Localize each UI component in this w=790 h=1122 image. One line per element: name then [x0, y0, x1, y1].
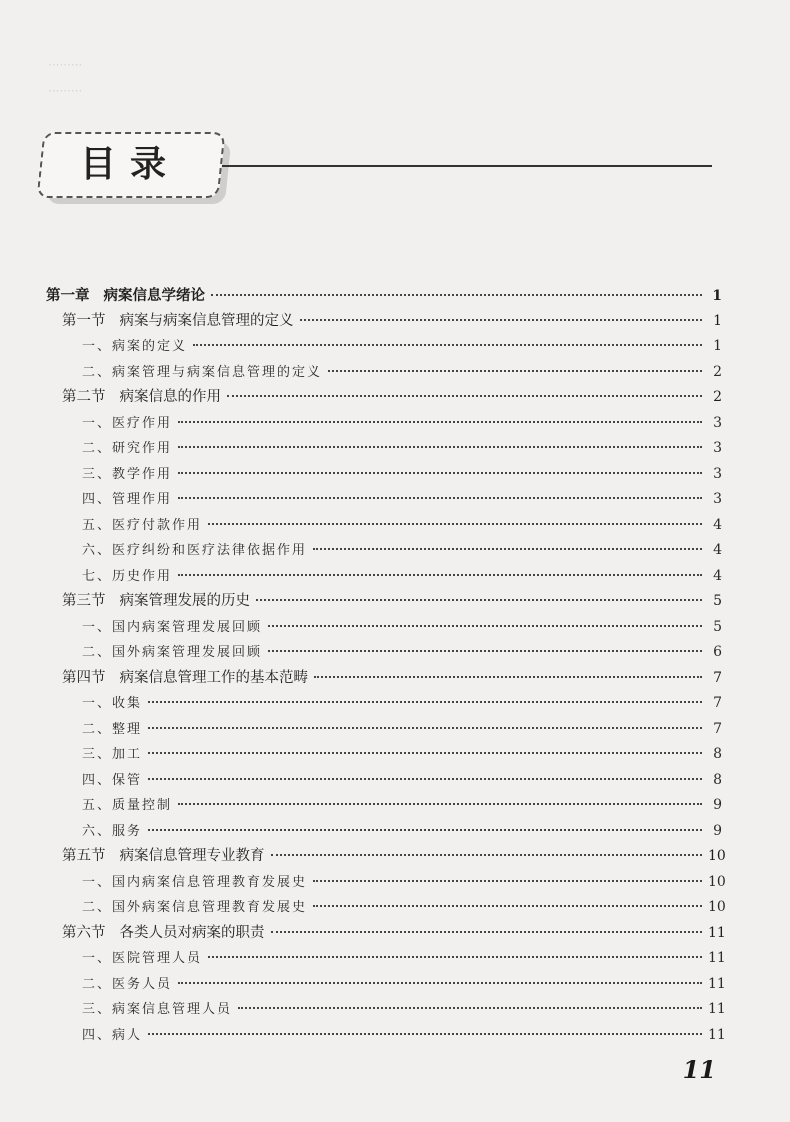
toc-entry-text: 六、服务 [82, 823, 143, 839]
toc-entry-text: 四、病人 [82, 1027, 143, 1043]
bleed-through-mark: ········· [48, 58, 83, 72]
toc-entry-number: 第四节 [62, 669, 106, 686]
toc-entry-label [62, 666, 308, 692]
toc-entry-label [82, 411, 172, 437]
leader-dots [313, 879, 702, 882]
toc-item[interactable] [44, 334, 722, 360]
toc-entry-label [82, 946, 202, 972]
toc-entry-text: 一、收集 [82, 696, 143, 711]
toc-entry-label [62, 385, 221, 411]
toc-entry-text: 病案信息学绪论 [103, 287, 205, 304]
leader-dots [211, 293, 702, 296]
toc-page-number: 5 [713, 593, 722, 609]
toc-entry-label [62, 921, 265, 947]
toc-entry-text: 一、医疗作用 [82, 415, 173, 431]
leader-dots [238, 1006, 702, 1009]
toc-entry-label [46, 283, 205, 309]
toc-item[interactable] [44, 997, 726, 1023]
leader-dots [178, 496, 702, 499]
toc-entry-label [82, 793, 172, 819]
leader-dots [178, 420, 702, 423]
toc-item[interactable] [44, 870, 726, 896]
toc-entry-text: 二、病案管理与病案信息管理的定义 [82, 364, 323, 380]
leader-dots [178, 802, 702, 805]
toc-entry-label [82, 334, 187, 360]
title-rule [222, 165, 712, 167]
toc-entry-text: 三、加工 [82, 747, 143, 762]
page-title: 目录 [80, 144, 181, 185]
leader-dots [300, 318, 703, 321]
toc-entry-label [82, 436, 172, 462]
toc-entry-label [82, 462, 172, 488]
toc-entry-label [82, 742, 142, 768]
toc-page-number: 4 [713, 516, 722, 533]
toc-page-number: 2 [713, 363, 722, 380]
leader-dots [148, 777, 702, 780]
toc-item[interactable] [44, 742, 722, 768]
toc-entry-text: 病案信息管理工作的基本范畴 [119, 669, 308, 686]
toc-entry-text: 六、医疗纠纷和医疗法律依据作用 [82, 543, 308, 558]
toc-page-number: 5 [713, 618, 722, 635]
toc-entry-text: 病案信息的作用 [119, 389, 221, 405]
leader-dots [271, 930, 703, 933]
toc-page-number: 3 [713, 465, 722, 482]
leader-dots [313, 547, 702, 550]
toc-entry-label [82, 717, 142, 743]
toc-page-number: 6 [713, 644, 722, 660]
toc-page-number: 9 [713, 797, 722, 813]
toc-page-number: 11 [708, 950, 726, 966]
toc-entry-label [82, 870, 307, 896]
toc-page-number: 1 [713, 312, 722, 329]
toc-entry-text: 二、国外病案信息管理教育发展史 [82, 900, 308, 915]
toc-item[interactable] [44, 615, 722, 641]
toc-page-number: 10 [708, 899, 726, 915]
leader-dots [268, 649, 702, 652]
toc-section[interactable] [44, 666, 722, 692]
toc-entry-text: 一、国内病案管理发展回顾 [82, 619, 263, 635]
leader-dots [268, 624, 702, 627]
toc-entry-text: 三、教学作用 [82, 466, 173, 482]
toc-item[interactable] [44, 717, 722, 743]
toc-page-number: 3 [713, 440, 722, 456]
toc-entry-label [82, 538, 307, 564]
toc-page-number: 8 [713, 771, 722, 788]
toc-entry-text: 一、病案的定义 [82, 339, 188, 354]
page-number: 11 [682, 1055, 716, 1084]
toc-entry-text: 一、国内病案信息管理教育发展史 [82, 874, 308, 890]
toc-page-number: 9 [713, 822, 722, 839]
toc-entry-text: 二、国外病案管理发展回顾 [82, 645, 263, 660]
toc-entry-text: 一、医院管理人员 [82, 951, 203, 966]
toc-section[interactable] [44, 385, 722, 411]
toc-page-number: 11 [708, 1001, 726, 1017]
toc-page-number: 1 [712, 288, 722, 304]
toc-entry-text: 二、医务人员 [82, 976, 173, 992]
toc-entry-text: 病案信息管理专业教育 [119, 848, 265, 864]
toc-page-number: 3 [713, 414, 722, 431]
toc-section[interactable] [44, 844, 726, 870]
toc-page-number: 10 [708, 848, 726, 864]
toc-page-number: 11 [708, 924, 726, 941]
toc-item[interactable] [44, 1023, 726, 1049]
table-of-contents [44, 283, 726, 1048]
leader-dots [256, 598, 702, 601]
toc-entry-label [82, 691, 142, 717]
leader-dots [178, 445, 702, 448]
toc-item[interactable] [44, 538, 722, 564]
toc-entry-label [82, 819, 142, 845]
leader-dots [148, 726, 702, 729]
leader-dots [227, 394, 702, 397]
toc-entry-text: 病案管理发展的历史 [119, 593, 250, 609]
leader-dots [271, 853, 703, 856]
toc-entry-label [82, 615, 262, 641]
toc-page-number: 11 [708, 975, 726, 992]
toc-entry-text: 二、整理 [82, 721, 143, 737]
toc-entry-text: 三、病案信息管理人员 [82, 1002, 233, 1017]
toc-page-number: 2 [713, 389, 722, 405]
toc-item[interactable] [44, 819, 722, 845]
toc-entry-number: 第一节 [62, 312, 106, 329]
toc-page-number: 11 [708, 1026, 726, 1043]
toc-item[interactable] [44, 972, 726, 998]
leader-dots [148, 751, 702, 754]
leader-dots [178, 573, 702, 576]
leader-dots [193, 343, 702, 346]
toc-item[interactable] [44, 564, 722, 590]
toc-entry-label [82, 895, 307, 921]
toc-entry-label [82, 360, 322, 386]
toc-item[interactable] [44, 487, 722, 513]
toc-entry-label [62, 844, 265, 870]
leader-dots [148, 700, 702, 703]
toc-page-number: 8 [713, 746, 722, 762]
leader-dots [314, 675, 702, 678]
toc-page-number: 1 [713, 338, 722, 354]
toc-entry-text: 五、医疗付款作用 [82, 517, 203, 533]
toc-entry-number: 第六节 [62, 924, 106, 941]
toc-entry-label [82, 564, 172, 590]
toc-entry-text: 二、研究作用 [82, 441, 173, 456]
leader-dots [148, 1032, 702, 1035]
toc-item[interactable] [44, 411, 722, 437]
toc-item[interactable] [44, 895, 726, 921]
toc-entry-label [82, 640, 262, 666]
leader-dots [178, 981, 702, 984]
leader-dots [148, 828, 702, 831]
toc-entry-number: 第五节 [62, 848, 106, 864]
toc-entry-text: 七、历史作用 [82, 568, 173, 584]
toc-entry-label [82, 997, 232, 1023]
toc-entry-text: 四、管理作用 [82, 492, 173, 507]
toc-entry-text: 四、保管 [82, 772, 143, 788]
toc-item[interactable] [44, 462, 722, 488]
toc-item[interactable] [44, 691, 722, 717]
toc-entry-label [82, 1023, 142, 1049]
toc-section[interactable] [44, 921, 726, 947]
toc-item[interactable] [44, 640, 722, 666]
toc-entry-label [82, 487, 172, 513]
toc-entry-label [62, 309, 294, 335]
toc-page-number: 10 [708, 873, 726, 890]
toc-entry-number: 第三节 [62, 593, 106, 609]
toc-entry-text: 各类人员对病案的职责 [119, 924, 265, 941]
leader-dots [178, 471, 702, 474]
toc-entry-text: 五、质量控制 [82, 798, 173, 813]
toc-section[interactable] [44, 589, 722, 615]
toc-page-number: 7 [713, 695, 722, 711]
toc-page-number: 7 [713, 720, 722, 737]
leader-dots [208, 522, 702, 525]
toc-entry-label [62, 589, 250, 615]
toc-entry-label [82, 972, 172, 998]
toc-entry-number: 第二节 [62, 389, 106, 405]
toc-item[interactable] [44, 360, 722, 386]
toc-page-number: 4 [713, 542, 722, 558]
toc-section[interactable] [44, 309, 722, 335]
toc-item[interactable] [44, 768, 722, 794]
toc-page-number: 7 [713, 669, 722, 686]
toc-item[interactable] [44, 793, 722, 819]
toc-item[interactable] [44, 513, 722, 539]
toc-entry-label [82, 768, 142, 794]
toc-chapter[interactable] [44, 283, 722, 309]
bleed-through-mark: ········· [48, 84, 83, 98]
toc-page-number: 4 [713, 567, 722, 584]
leader-dots [208, 955, 702, 958]
toc-item[interactable] [44, 436, 722, 462]
toc-page-number: 3 [713, 491, 722, 507]
leader-dots [313, 904, 702, 907]
toc-entry-label [82, 513, 202, 539]
leader-dots [328, 369, 702, 372]
toc-item[interactable] [44, 946, 726, 972]
toc-entry-number: 第一章 [46, 287, 90, 304]
toc-entry-text: 病案与病案信息管理的定义 [119, 312, 294, 329]
